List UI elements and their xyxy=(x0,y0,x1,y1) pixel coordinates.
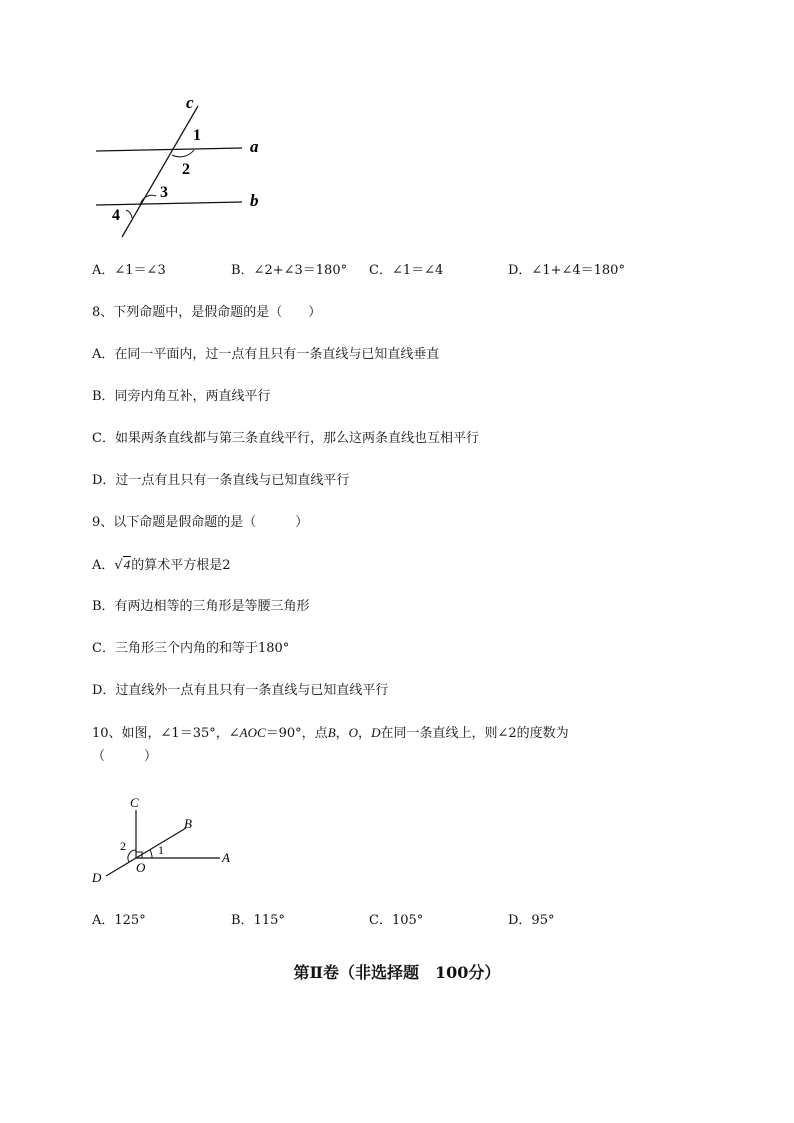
label-point-d: D xyxy=(92,870,102,885)
q9-option-a xyxy=(92,556,230,575)
q7-option-a: A．∠1＝∠3 xyxy=(92,263,166,278)
q8-option-a: A．在同一平面内，过一点有且只有一条直线与已知直线垂直 xyxy=(92,347,440,362)
parallel-lines-figure xyxy=(90,92,270,242)
q10-stem-line2: （ ） xyxy=(92,749,158,764)
q10-sep2: ， xyxy=(358,726,372,741)
q9-option-c: C．三角形三个内角的和等于180° xyxy=(92,641,290,656)
q8-option-c: C．如果两条直线都与第三条直线平行，那么这两条直线也互相平行 xyxy=(92,431,479,446)
line-a xyxy=(96,148,242,151)
q10-option-c: C．105° xyxy=(369,913,424,928)
q10-stem-part1: 10、如图，∠1＝35°，∠ xyxy=(92,726,240,741)
label-point-b: B xyxy=(184,816,192,831)
q7-option-d: D．∠1+∠4＝180° xyxy=(508,263,625,278)
q10-point-o: O xyxy=(348,725,359,740)
q8-option-d: D．过一点有且只有一条直线与已知直线平行 xyxy=(92,473,350,488)
q10-option-b: B．115° xyxy=(231,913,285,928)
sqrt-radicand: 4 xyxy=(123,557,131,572)
q9-stem: 9、以下命题是假命题的是（ ） xyxy=(92,515,309,530)
q10-option-a: A．125° xyxy=(92,913,146,928)
q8-stem: 8、下列命题中，是假命题的是（ ） xyxy=(92,305,322,320)
label-b: b xyxy=(250,191,259,210)
q10-point-b: B xyxy=(327,725,336,740)
angle-2-arc xyxy=(172,150,194,157)
label-a: a xyxy=(250,137,259,156)
label-angle-2: 2 xyxy=(120,839,126,853)
label-angle-3: 3 xyxy=(160,184,168,201)
q9-option-b: B．有两边相等的三角形是等腰三角形 xyxy=(92,599,310,614)
q10-point-d: D xyxy=(371,725,381,740)
angle-1-arc xyxy=(150,850,152,858)
line-db xyxy=(106,828,186,876)
q9-option-a-rest: 的算术平方根是2 xyxy=(131,558,231,573)
q9-option-d: D．过直线外一点有且只有一条直线与已知直线平行 xyxy=(92,683,389,698)
label-angle-4: 4 xyxy=(112,207,120,224)
label-c: c xyxy=(186,93,194,112)
q10-option-d: D．95° xyxy=(508,913,555,928)
angle-figure xyxy=(88,790,248,890)
q10-aoc: AOC xyxy=(239,725,266,740)
label-point-c: C xyxy=(130,795,139,810)
q10-stem-part3: 在同一条直线上，则∠2的度数为 xyxy=(380,726,569,741)
line-b xyxy=(96,202,242,205)
label-angle-2: 2 xyxy=(182,161,190,178)
label-angle-1: 1 xyxy=(158,843,164,857)
sqrt-symbol: √4 xyxy=(114,557,131,573)
q9-option-a-prefix: A． xyxy=(92,558,115,573)
q8-option-b: B．同旁内角互补，两直线平行 xyxy=(92,389,271,404)
q7-option-b: B．∠2+∠3＝180° xyxy=(231,263,348,278)
q10-sep1: ， xyxy=(335,726,349,741)
q10-stem-part2: ＝90°，点 xyxy=(265,726,328,741)
label-angle-1: 1 xyxy=(193,127,201,144)
label-point-o: O xyxy=(136,860,146,875)
angle-4-arc xyxy=(126,210,132,218)
label-point-a: A xyxy=(222,850,230,865)
q7-option-c: C．∠1＝∠4 xyxy=(369,263,444,278)
section-title: 第Ⅱ卷（非选择题 100分） xyxy=(293,963,501,982)
q10-stem xyxy=(92,724,569,743)
